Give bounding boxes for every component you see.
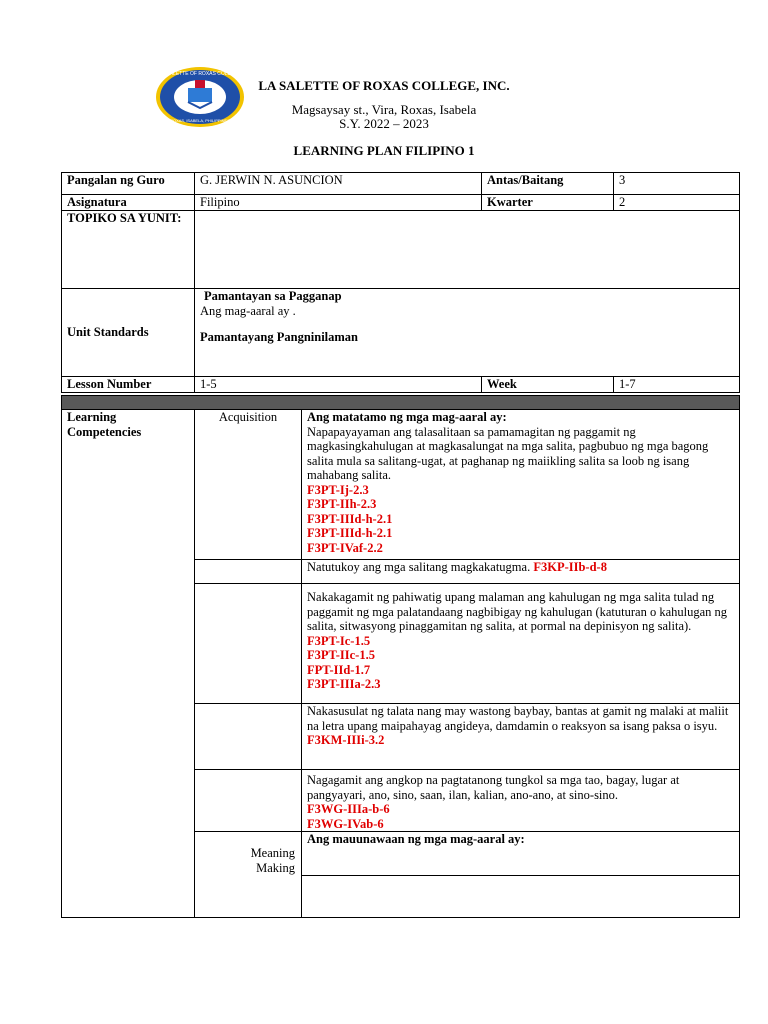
acquisition-label: Acquisition xyxy=(195,410,302,560)
acquisition-item-1 xyxy=(302,410,740,560)
item-3-code: FPT-IId-1.7 xyxy=(307,662,371,677)
meaning-item xyxy=(302,876,740,918)
quarter-value: 2 xyxy=(614,195,740,211)
item-3-code: F3PT-Ic-1.5 xyxy=(307,633,371,648)
item-1-code: F3PT-IIId-h-2.1 xyxy=(307,511,393,526)
item-5-code: F3WG-IIIa-b-6 xyxy=(307,802,390,816)
item-3-code: F3PT-IIIa-2.3 xyxy=(307,677,381,691)
acquisition-heading: Ang matatamo ng mga mag-aaral ay: xyxy=(307,410,507,424)
item-1-code: F3PT-IIId-h-2.1 xyxy=(307,526,393,540)
quarter-label: Kwarter xyxy=(482,195,614,211)
acquisition-item-2 xyxy=(302,560,740,584)
item-3-code: F3PT-IIc-1.5 xyxy=(307,648,375,662)
item-1-text: Napapayayaman ang talasalitaan sa pamamagitan ng paggamit ng magkasingkahulugan at magkasalungat na mga salita, pagbubuo ng mga bagong salita mula sa salitang-ugat, at paghanap ng maiikling salita sa loob ng isang mahabang salita. xyxy=(307,424,709,482)
subject-value: Filipino xyxy=(195,195,482,211)
lesson-value: 1-5 xyxy=(195,377,482,393)
item-2-code: F3KP-IIb-d-8 xyxy=(533,560,607,574)
school-name: LA SALETTE OF ROXAS COLLEGE, INC. xyxy=(258,78,510,93)
teacher-label: Pangalan ng Guro xyxy=(62,173,195,195)
item-1-code: F3PT-IIh-2.3 xyxy=(307,497,377,511)
meaning-heading: Ang mauunawaan ng mga mag-aaral ay: xyxy=(302,832,740,876)
grade-label: Antas/Baitang xyxy=(482,173,614,195)
item-5-code: F3WG-IVab-6 xyxy=(307,816,384,831)
performance-text: Ang mag-aaral ay . xyxy=(200,303,296,318)
week-label: Week xyxy=(482,377,614,393)
week-value: 1-7 xyxy=(614,377,740,393)
lesson-label: Lesson Number xyxy=(62,377,195,393)
acquisition-item-4 xyxy=(302,704,740,770)
teacher-value: G. JERWIN N. ASUNCION xyxy=(195,173,482,195)
school-year: S.Y. 2022 – 2023 xyxy=(339,116,429,131)
acquisition-item-3 xyxy=(302,584,740,704)
competencies-label: Learning Competencies xyxy=(62,410,195,918)
performance-heading: Pamantayan sa Pagganap xyxy=(204,289,342,303)
grade-value: 3 xyxy=(614,173,740,195)
item-4-text: Nakasusulat ng talata nang may wastong baybay, bantas at gamit ng malaki at maliit na letra upang maipahayag angideya, damdamin o reaksyon sa isang paksa o isyu. xyxy=(307,704,729,733)
document-title: LEARNING PLAN FILIPINO 1 xyxy=(293,143,475,158)
svg-text:ROXAS, ISABELA, PHILIPPINES: ROXAS, ISABELA, PHILIPPINES xyxy=(170,118,230,123)
topic-value xyxy=(195,211,740,289)
unit-standards-label: Unit Standards xyxy=(62,289,195,377)
competencies-table xyxy=(61,395,740,918)
meaning-making-label: Meaning Making xyxy=(195,832,302,918)
item-1-code: F3PT-Ij-2.3 xyxy=(307,482,369,497)
unit-standards-value xyxy=(195,289,740,377)
content-heading: Pamantayang Pangninilaman xyxy=(200,330,359,344)
info-table xyxy=(61,172,740,393)
subject-label: Asignatura xyxy=(62,195,195,211)
topic-label: TOPIKO SA YUNIT: xyxy=(62,211,195,289)
acquisition-item-5 xyxy=(302,770,740,832)
item-1-code: F3PT-IVaf-2.2 xyxy=(307,540,383,555)
school-address: Magsaysay st., Vira, Roxas, Isabela xyxy=(291,102,477,117)
item-4-code: F3KM-IIIi-3.2 xyxy=(307,733,385,747)
item-2-text: Natutukoy ang mga salitang magkakatugma. xyxy=(307,560,531,574)
gray-band xyxy=(62,396,740,410)
item-3-text: Nakakagamit ng pahiwatig upang malaman ang kahulugan ng mga salita tulad ng paggamit ng mga palatandaang nagbibigay ng kahulugan (katuturan o kahulugan ng salita, sitwasyong pinaggamitan ng salita, at pormal na depinisyon ng salita). xyxy=(307,590,728,633)
item-5-text: Nagagamit ang angkop na pagtatanong tungkol sa mga tao, bagay, lugar at pangyayari, ano, sino, saan, ilan, kalian, ano-ano, at sino-sino. xyxy=(307,773,680,802)
svg-text:LA SALETTE OF ROXAS COLLEGE: LA SALETTE OF ROXAS COLLEGE xyxy=(159,71,241,77)
